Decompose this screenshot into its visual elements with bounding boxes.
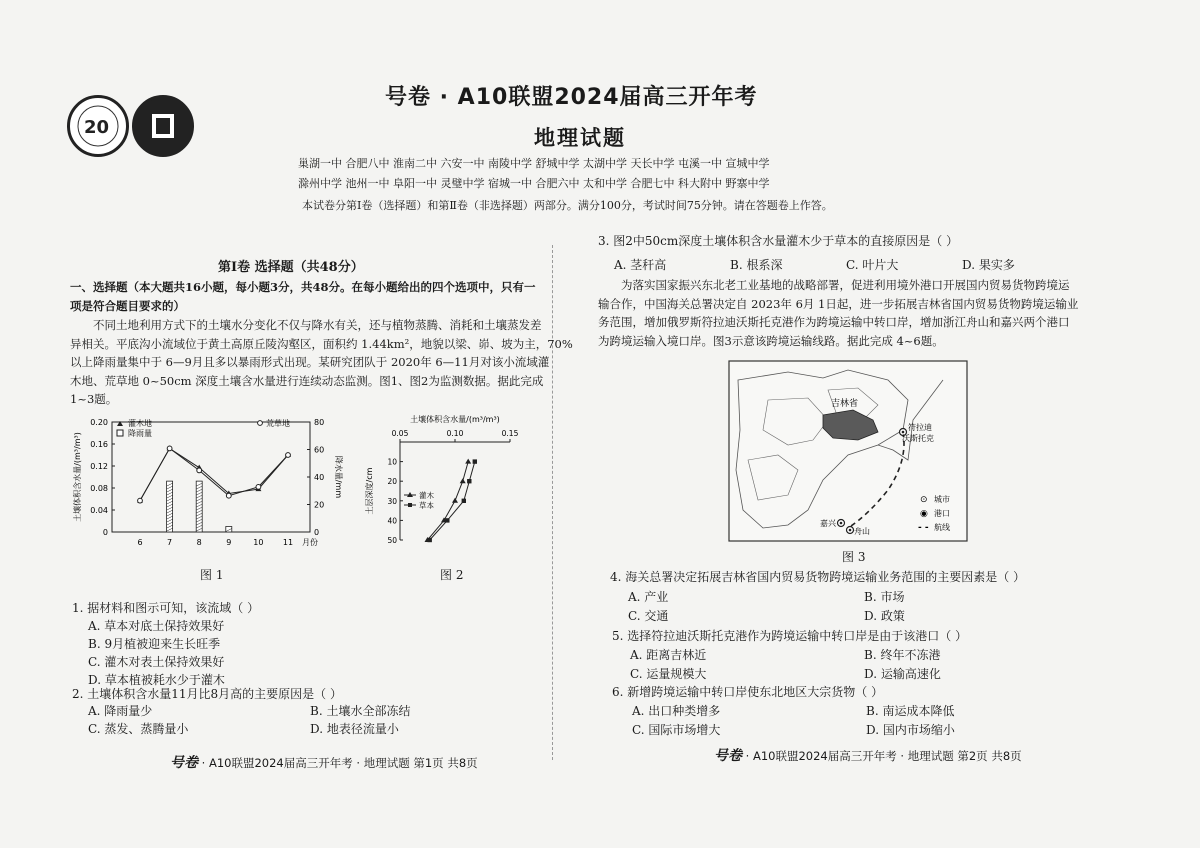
q2-option-c: C. 蒸发、蒸腾量小 <box>88 722 189 736</box>
x-tick-label: 6 <box>137 538 143 547</box>
instructions-line-1: 一、选择题（本大题共16小题，每小题3分，共48分。在每小题给出的四个选项中，只有一 <box>70 280 536 294</box>
footer-brand: 号卷 <box>170 755 198 771</box>
marker-grassland <box>138 498 143 503</box>
fig2-y-tick-label: 10 <box>387 457 397 467</box>
para-line: 输合作，中国海关总署决定自 2023年 6月 1日起，进一步拓展吉林省国内贸易货物跨境运输业 <box>598 296 1079 311</box>
marker-grassland <box>197 468 202 473</box>
q2-stem: 2. 土壤体积含水量11月比8月高的主要原因是（ ） <box>72 687 342 701</box>
marker-herb <box>473 459 477 463</box>
x-tick-label: 9 <box>226 538 232 547</box>
y-left-axis-label: 土壤体积含水量/(m³/m³) <box>73 432 82 522</box>
legend-herb-marker <box>408 503 412 507</box>
material-paragraph <box>70 316 573 409</box>
q6-option-d: D. 国内市场缩小 <box>866 723 955 737</box>
para-line: 以上降雨量集中于 6—9月且多以暴雨形式出现。某研究团队于 2020年 6—11月对该小流域灌 <box>70 355 550 369</box>
line-herb <box>430 462 475 540</box>
legend-grass-label: 荒草地 <box>266 419 290 428</box>
q5-stem: 5. 选择符拉迪沃斯托克港作为跨境运输中转口岸是由于该港口（ ） <box>612 629 968 643</box>
q5-option-a: A. 距离吉林近 <box>630 648 707 662</box>
q6-stem: 6. 新增跨境运输中转口岸使东北地区大宗货物（ ） <box>612 685 884 699</box>
line-shrubland <box>140 448 288 500</box>
y-right-axis-label: 降水量/mm <box>334 455 343 499</box>
label-jilin: 吉林省 <box>831 399 859 409</box>
marker-shrub <box>465 459 471 464</box>
fig2-y-tick-label: 30 <box>387 496 397 506</box>
q2-option-d: D. 地表径流量小 <box>310 722 399 736</box>
marker-grassland <box>226 493 231 498</box>
y-left-tick-label: 0 <box>102 528 108 537</box>
fig2-x-tick-label: 0.10 <box>446 429 464 438</box>
legend-shrub-label: 灌木地 <box>128 419 152 428</box>
fig2-y-axis-label: 土层深度/cm <box>365 467 374 515</box>
legend-grass-marker <box>258 421 263 426</box>
footer-right <box>714 745 1022 765</box>
para-line: 异相关。平底沟小流域位于黄土高原丘陵沟壑区，面积约 1.44km²，地貌以梁、峁、坡为主，70% <box>70 336 573 351</box>
q4-stem: 4. 海关总署决定拓展吉林省国内贸易货物跨境运输业务范围的主要因素是（ ） <box>610 570 1026 584</box>
footer-brand: 号卷 <box>714 748 742 764</box>
y-left-tick-label: 0.08 <box>90 484 108 493</box>
legend-herb-label: 草本 <box>419 501 434 510</box>
section-title: 第Ⅰ卷 选择题（共48分） <box>218 260 364 275</box>
figure-3-map <box>728 360 968 542</box>
q1-stem: 1. 据材料和图示可知，该流域（ ） <box>72 601 260 615</box>
instructions-line-2: 项是符合题目要求的） <box>70 299 185 313</box>
schools-row-2: 滁州中学 池州一中 阜阳一中 灵璧中学 宿城一中 合肥六中 太和中学 合肥七中 科大附中 野寨中学 <box>298 177 770 190</box>
q3-option-a: A. 茎秆高 <box>614 258 667 272</box>
exam-note: 本试卷分第Ⅰ卷（选择题）和第Ⅱ卷（非选择题）两部分。满分100分，考试时间75分钟。请在答题卷上作答。 <box>302 199 833 212</box>
legend-city-symbol: ⊙ <box>920 495 928 505</box>
q1-option-a: A. 草本对底土保持效果好 <box>88 619 225 633</box>
marker-herb <box>467 479 471 483</box>
y-right-tick-label: 40 <box>314 473 325 482</box>
y-left-tick-label: 0.04 <box>90 506 108 515</box>
svg-text:20: 20 <box>84 117 110 138</box>
para-line: 1~3题。 <box>70 392 118 406</box>
para-line: 为落实国家振兴东北老工业基地的战略部署，促进利用境外港口开展国内贸易货物跨境运 <box>621 278 1070 292</box>
marker-herb <box>445 518 449 522</box>
footer-left <box>170 752 478 772</box>
q3-option-c: C. 叶片大 <box>846 258 899 272</box>
fig2-x-tick-label: 0.15 <box>501 429 519 438</box>
marker-herb <box>428 538 432 542</box>
y-left-tick-label: 0.16 <box>90 440 108 449</box>
plot-frame <box>112 422 310 532</box>
label-zhoushan: 舟山 <box>854 527 870 536</box>
y-right-tick-label: 60 <box>314 445 325 455</box>
q5-option-b: B. 终年不冻港 <box>864 648 941 662</box>
alliance-logo <box>67 95 129 157</box>
para-line: 务范围，增加俄罗斯符拉迪沃斯托克港作为跨境运输中转口岸，增加浙江舟山和嘉兴两个港口 <box>598 315 1070 329</box>
y-left-tick-label: 0.12 <box>90 462 108 471</box>
q4-option-d: D. 政策 <box>864 609 905 623</box>
label-jiaxing: 嘉兴 <box>820 519 836 528</box>
q6-option-a: A. 出口种类增多 <box>632 704 721 718</box>
footer-text: · A10联盟2024届高三开年考 · 地理试题 第2页 共8页 <box>745 749 1022 763</box>
fig2-y-tick-label: 40 <box>387 516 397 526</box>
figure-2-chart <box>360 412 530 562</box>
legend-route-symbol: - - <box>918 523 929 533</box>
marker-grassland <box>286 453 291 458</box>
fig2-x-tick-label: 0.05 <box>391 429 409 438</box>
q2-option-a: A. 降雨量少 <box>88 704 153 718</box>
schools-row-1: 巢湖一中 合肥八中 淮南二中 六安一中 南陵中学 舒城中学 太湖中学 天长中学 屯溪一中 宣城中学 <box>298 157 770 170</box>
q1-option-b: B. 9月植被迎来生长旺季 <box>88 637 221 651</box>
legend-route-label: 航线 <box>934 523 950 532</box>
para-line: 木地、荒草地 0~50cm 深度土壤含水量进行连续动态监测。图1、图2为监测数据。据此完成 <box>70 373 544 388</box>
fig2-top-axis-title: 土壤体积含水量/(m³/m³) <box>410 415 500 424</box>
q4-option-b: B. 市场 <box>864 590 905 604</box>
line-grassland <box>140 448 288 500</box>
q1-option-c: C. 灌木对表土保持效果好 <box>88 655 225 669</box>
q6-option-c: C. 国际市场增大 <box>632 723 721 737</box>
legend-port-symbol: ◉ <box>920 509 928 519</box>
marker-grassland <box>256 485 261 490</box>
figure-1-caption: 图 1 <box>200 568 224 582</box>
q5-option-c: C. 运量规模大 <box>630 667 707 681</box>
footer-text: · A10联盟2024届高三开年考 · 地理试题 第1页 共8页 <box>201 756 478 770</box>
q4-option-a: A. 产业 <box>628 590 669 604</box>
fig2-y-tick-label: 20 <box>387 477 397 487</box>
label-vlad-1: 符拉迪 <box>908 423 932 432</box>
legend-rain-label: 降雨量 <box>128 429 152 438</box>
figure-1-chart <box>70 408 355 573</box>
y-right-tick-label: 0 <box>314 528 320 537</box>
x-axis-label: 月份 <box>302 538 318 547</box>
legend-city-label: 城市 <box>934 495 950 504</box>
marker-shrub <box>460 478 466 483</box>
x-tick-label: 11 <box>282 538 294 547</box>
fig2-y-tick-label: 50 <box>387 536 397 545</box>
para-line: 不同土地利用方式下的土壤水分变化不仅与降水有关，还与植物蒸腾、消耗和土壤蒸发差 <box>93 318 542 332</box>
q5-option-d: D. 运输高速化 <box>864 667 941 681</box>
x-tick-label: 7 <box>167 538 173 547</box>
legend-rain-marker <box>117 430 123 436</box>
label-vlad-2: 沃斯托克 <box>902 434 934 443</box>
marker-grassland <box>167 446 172 451</box>
figure-3-caption: 图 3 <box>842 550 866 564</box>
material-paragraph-2 <box>598 276 1078 350</box>
exam-title: 号卷 · A10联盟2024届高三开年考 <box>385 85 758 110</box>
para-line: 为跨境运输入境口岸。图3示意该跨境运输线路。据此完成 4~6题。 <box>598 333 944 348</box>
figure-2-caption: 图 2 <box>440 568 464 582</box>
q2-option-b: B. 土壤水全部冻结 <box>310 704 411 718</box>
subject-title: 地理试题 <box>534 126 626 150</box>
legend-shrub-label: 灌木 <box>419 491 434 500</box>
marker-shrub <box>452 498 458 503</box>
education-logo <box>132 95 194 157</box>
x-tick-label: 8 <box>196 538 202 547</box>
q3-option-d: D. 果实多 <box>962 258 1015 272</box>
q4-option-c: C. 交通 <box>628 609 669 623</box>
y-right-tick-label: 20 <box>314 500 325 510</box>
y-right-tick-label: 80 <box>314 418 325 427</box>
marker-herb <box>462 499 466 503</box>
q6-option-b: B. 南运成本降低 <box>866 704 955 718</box>
legend-port-label: 港口 <box>934 509 950 518</box>
q3-option-b: B. 根系深 <box>730 258 783 272</box>
x-tick-label: 10 <box>253 538 264 547</box>
q3-stem: 3. 图2中50cm深度土壤体积含水量灌木少于草本的直接原因是（ ） <box>598 234 959 248</box>
y-left-tick-label: 0.20 <box>90 418 108 427</box>
q1-option-d: D. 草本植被耗水少于灌木 <box>88 673 225 687</box>
